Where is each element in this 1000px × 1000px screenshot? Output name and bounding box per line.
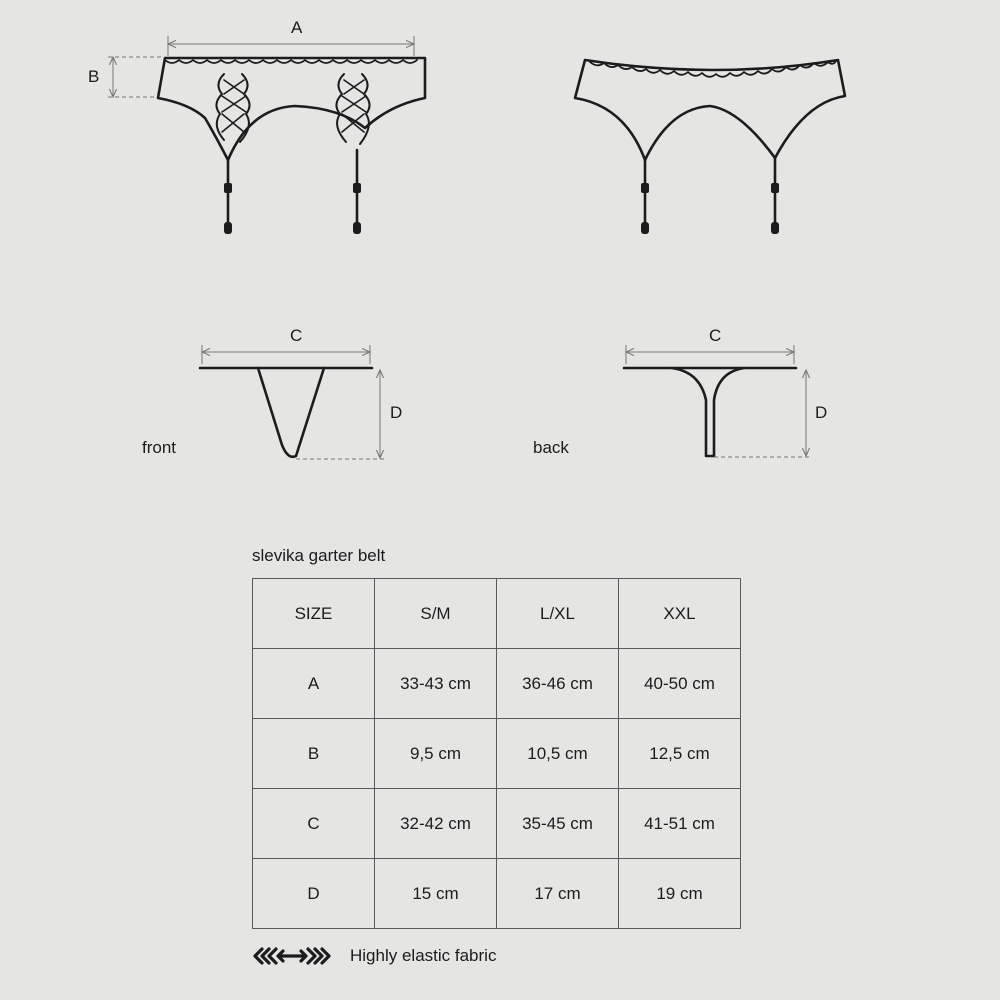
dimension-d-back [714,370,827,457]
table-cell: 32-42 cm [375,789,497,859]
table-cell: 36-46 cm [497,649,619,719]
table-cell: B [253,719,375,789]
dimension-c-back [626,326,794,364]
table-header-cell: SIZE [253,579,375,649]
dimension-c-front-label: C [290,326,303,345]
table-cell: 19 cm [619,859,741,929]
table-cell: 33-43 cm [375,649,497,719]
elastic-arrows-icon [252,944,332,968]
table-cell: 12,5 cm [619,719,741,789]
dimension-d-back-label: D [815,403,828,422]
dimension-b-label: B [88,67,100,86]
table-row [253,789,741,859]
garter-belt-back [575,60,845,230]
table-cell: 10,5 cm [497,719,619,789]
table-header-row [253,579,741,649]
dimension-b [88,57,165,97]
table-header-cell: XXL [619,579,741,649]
dimension-c-back-label: C [709,326,722,345]
legend [252,944,496,968]
table-header-cell: L/XL [497,579,619,649]
caption-back: back [533,438,569,457]
legend-text: Highly elastic fabric [350,946,497,965]
table-header-cell: S/M [375,579,497,649]
table-cell: 15 cm [375,859,497,929]
table-row [253,649,741,719]
table-cell: 40-50 cm [619,649,741,719]
table-cell: 35-45 cm [497,789,619,859]
size-table [252,578,741,929]
suspender-clips-back [641,183,779,234]
table-cell: D [253,859,375,929]
thong-front [200,368,372,457]
dimension-a-label: A [291,18,303,37]
dimension-c-front [202,326,370,364]
table-cell: A [253,649,375,719]
table-row [253,859,741,929]
garter-belt-front [158,58,425,230]
table-cell: 9,5 cm [375,719,497,789]
table-cell: 17 cm [497,859,619,929]
table-row [253,719,741,789]
caption-front: front [142,438,177,457]
table-cell: C [253,789,375,859]
dimension-d-front-label: D [390,403,403,422]
thong-back [624,368,796,456]
dimension-a [168,18,414,56]
table-cell: 41-51 cm [619,789,741,859]
table-title: slevika garter belt [252,546,386,565]
suspender-clips-front [224,183,361,234]
dimension-d-front [296,370,402,459]
